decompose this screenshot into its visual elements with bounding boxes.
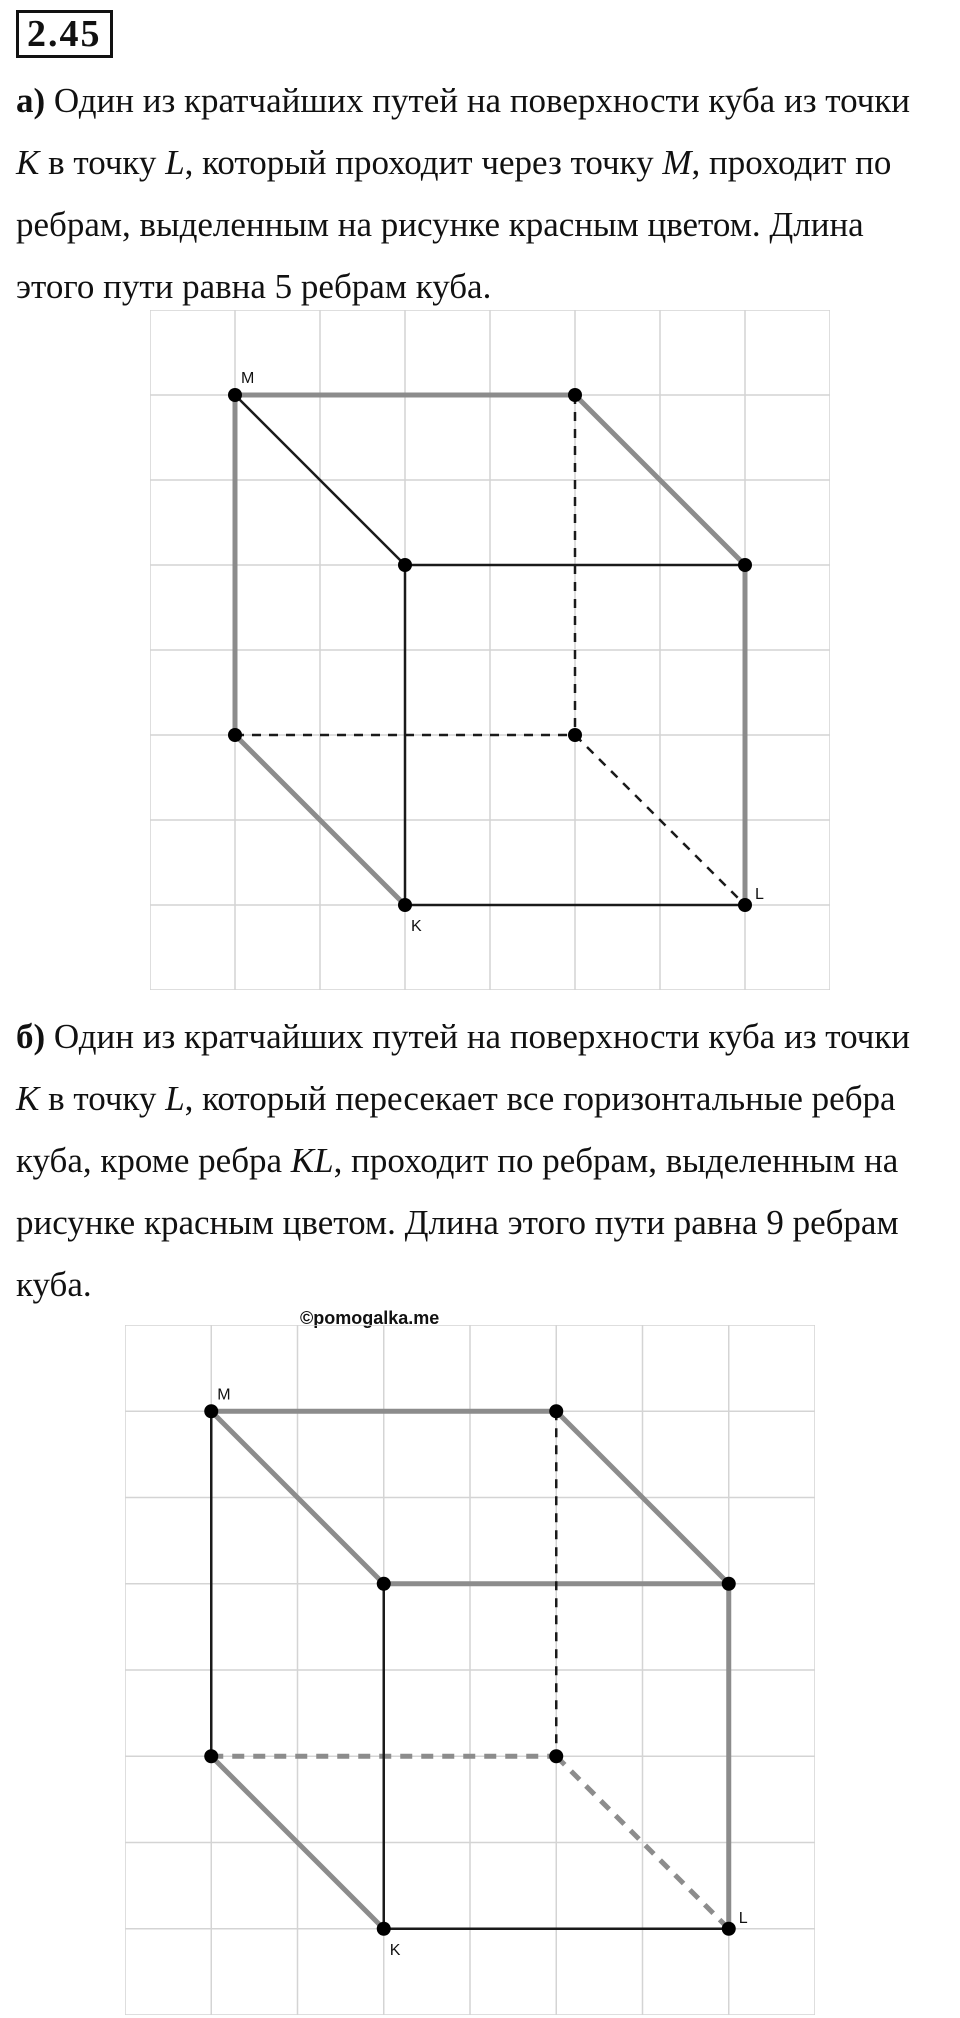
vertex-point: [738, 898, 752, 912]
text-run: куба.: [16, 1265, 92, 1304]
text-run: , который проходит через точку: [184, 143, 663, 182]
math-symbol: K: [16, 143, 40, 182]
problem-number: 2.45: [16, 10, 113, 58]
math-symbol: M: [662, 143, 692, 182]
text-line: [16, 1068, 946, 1130]
vertex-point: [204, 1404, 218, 1418]
vertex-point: [398, 898, 412, 912]
math-symbol: K: [16, 1079, 40, 1118]
part-b-text: [16, 1006, 946, 1316]
text-run: , проходит по: [691, 143, 892, 182]
vertex-point: [568, 388, 582, 402]
vertex-label-m: M: [217, 1386, 231, 1404]
text-run: этого пути равна 5 ребрам куба.: [16, 267, 492, 306]
vertex-point: [722, 1922, 736, 1936]
vertex-label-m: M: [241, 370, 255, 387]
vertex-point: [568, 728, 582, 742]
text-run: куба, кроме ребра: [16, 1141, 291, 1180]
cube-figure-b: [125, 1325, 815, 2015]
text-run: , проходит по ребрам, выделенным на: [333, 1141, 899, 1180]
text-run: в точку: [39, 143, 166, 182]
text-run: Один из кратчайших путей на поверхности куба из точки: [45, 1017, 911, 1056]
text-line: [16, 1130, 946, 1192]
cube-figure-a: [150, 310, 830, 990]
text-line: [16, 1254, 946, 1316]
text-run: в точку: [39, 1079, 166, 1118]
vertex-point: [549, 1404, 563, 1418]
vertex-label-k: K: [411, 918, 422, 935]
math-symbol: L: [165, 143, 185, 182]
vertex-point: [722, 1577, 736, 1591]
text-line: [16, 70, 946, 132]
text-run: Один из кратчайших путей на поверхности куба из точки: [45, 81, 911, 120]
text-line: [16, 1006, 946, 1068]
vertex-point: [228, 388, 242, 402]
part-a-text: [16, 70, 946, 318]
text-line: [16, 1192, 946, 1254]
vertex-point: [398, 558, 412, 572]
vertex-point: [549, 1749, 563, 1763]
math-symbol: KL: [290, 1141, 334, 1180]
math-symbol: L: [165, 1079, 185, 1118]
vertex-label-k: K: [389, 1941, 401, 1959]
vertex-point: [377, 1922, 391, 1936]
watermark: ©pomogalka.me: [300, 1308, 440, 1328]
vertex-label-l: L: [738, 1909, 748, 1927]
vertex-point: [738, 558, 752, 572]
part-label: б): [16, 1017, 46, 1056]
vertex-point: [377, 1577, 391, 1591]
text-run: , который пересекает все горизонтальные ребра: [184, 1079, 896, 1118]
part-label: а): [16, 81, 46, 120]
text-run: ребрам, выделенным на рисунке красным цветом. Длина: [16, 205, 864, 244]
vertex-label-l: L: [755, 886, 764, 903]
text-run: рисунке красным цветом. Длина этого пути равна 9 ребрам: [16, 1203, 899, 1242]
vertex-point: [228, 728, 242, 742]
text-line: [16, 194, 946, 256]
text-line: [16, 256, 946, 318]
vertex-point: [204, 1749, 218, 1763]
text-line: [16, 132, 946, 194]
